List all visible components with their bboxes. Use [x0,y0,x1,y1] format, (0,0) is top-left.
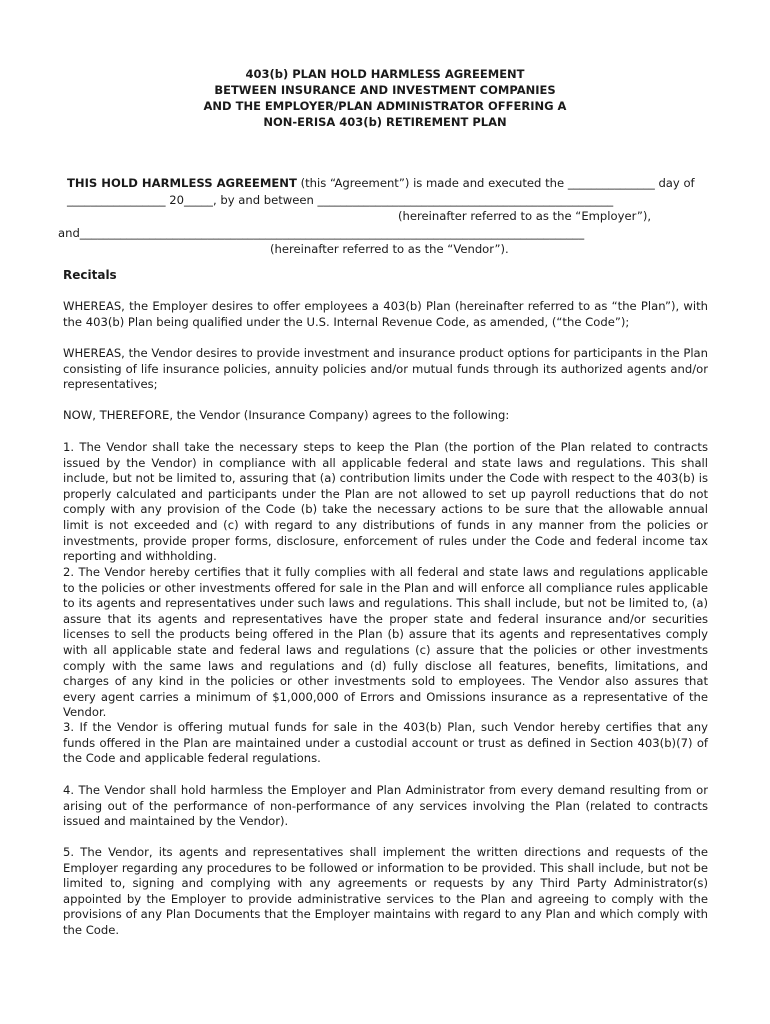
whereas-paragraph-1: WHEREAS, the Employer desires to offer employees a 403(b) Plan (hereinafter referred to as “the Plan”), with the 403(b) Plan being qualified under the U.S. Internal Revenue Code, as amended, (“the Code”); [63,299,708,329]
clause-2: 2. The Vendor hereby certifies that it fully complies with all federal and state laws and regulations applicable to the policies or other investments offered for sale in the Plan and will enforce all compliance rules applicable to its agents and representatives under such laws and regulations. This shall include, but not be limited to, (a) assure that its agents and representatives have the proper state and federal insurance and/or securities licenses to sell the products being offered in the Plan (b) assure that its agents and representatives comply with all applicable state and federal laws and regulations (c) assure that the policies or other investments comply with the same laws and regulations and (d) fully disclose all features, benefits, limitations, and charges of any kind in the policies or other investments sold to employees. The Vendor also assures that every agent carries a minimum of $1,000,000 of Errors and Omissions insurance as a representative of the Vendor. [63,565,708,720]
title-line-4: NON-ERISA 403(b) RETIREMENT PLAN [263,115,507,129]
title-line-2: BETWEEN INSURANCE AND INVESTMENT COMPANIES [214,83,556,97]
agreement-date-text: (this “Agreement”) is made and executed the _______________ day of [296,176,695,190]
clause-4: 4. The Vendor shall hold harmless the Employer and Plan Administrator from every demand resulting from or arising out of the performance of non-performance of any services involving the Plan (related to contracts issued and maintained by the Vendor). [63,783,708,829]
vendor-reference: (hereinafter referred to as the “Vendor”). [270,242,509,256]
title-line-3: AND THE EMPLOYER/PLAN ADMINISTRATOR OFFERING A [203,99,567,113]
whereas-paragraph-2: WHEREAS, the Vendor desires to provide investment and insurance product options for participants in the Plan consisting of life insurance policies, annuity policies and/or mutual funds through its authorized agents and/or representatives; [63,346,708,392]
clause-1: 1. The Vendor shall take the necessary steps to keep the Plan (the portion of the Plan related to contracts issued by the Vendor) in compliance with all applicable federal and state laws and regulations. This shall include, but not be limited to, assuring that (a) contribution limits under the Code with respect to the 403(b) is properly calculated and participants under the Plan are not allowed to set up payroll reductions that do not comply with any provision of the Code (b) take the necessary actions to be sure that the allowable annual limit is not exceeded and (c) with regard to any distributions of funds in any manner from the policies or investments, provide proper forms, disclosure, enforcement of rules under the Code and federal income tax reporting and withholding. [63,440,708,564]
agreement-intro [58,175,713,258]
intro-row-2: _________________ 20_____, by and between ___________________________________________________ [67,192,614,207]
intro-row-1 [63,175,713,192]
employer-reference: (hereinafter referred to as the “Employer”), [398,209,652,223]
clause-5: 5. The Vendor, its agents and representatives shall implement the written directions and requests of the Employer regarding any procedures to be followed or information to be provided. This shall include, but not be limited to, signing and complying with any agreements or requests by any Third Party Administrator(s) appointed by the Employer to provide administrative services to the Plan and agreeing to comply with the provisions of any Plan Documents that the Employer maintains with regard to any Plan and which comply with the Code. [63,845,708,937]
title-line-1: 403(b) PLAN HOLD HARMLESS AGREEMENT [245,67,525,81]
recitals-heading: Recitals [63,268,117,282]
clause-3: 3. If the Vendor is offering mutual funds for sale in the 403(b) Plan, such Vendor hereby certifies that any funds offered in the Plan are maintained under a custodial account or trust as defined in Section 403(b)(7) of the Code and applicable federal regulations. [63,720,708,766]
intro-row-4: and_______________________________________________________________________________________ [58,225,585,240]
agreement-name: THIS HOLD HARMLESS AGREEMENT [67,176,297,190]
now-therefore-paragraph: NOW, THEREFORE, the Vendor (Insurance Company) agrees to the following: [63,408,510,422]
document-title [0,66,770,130]
